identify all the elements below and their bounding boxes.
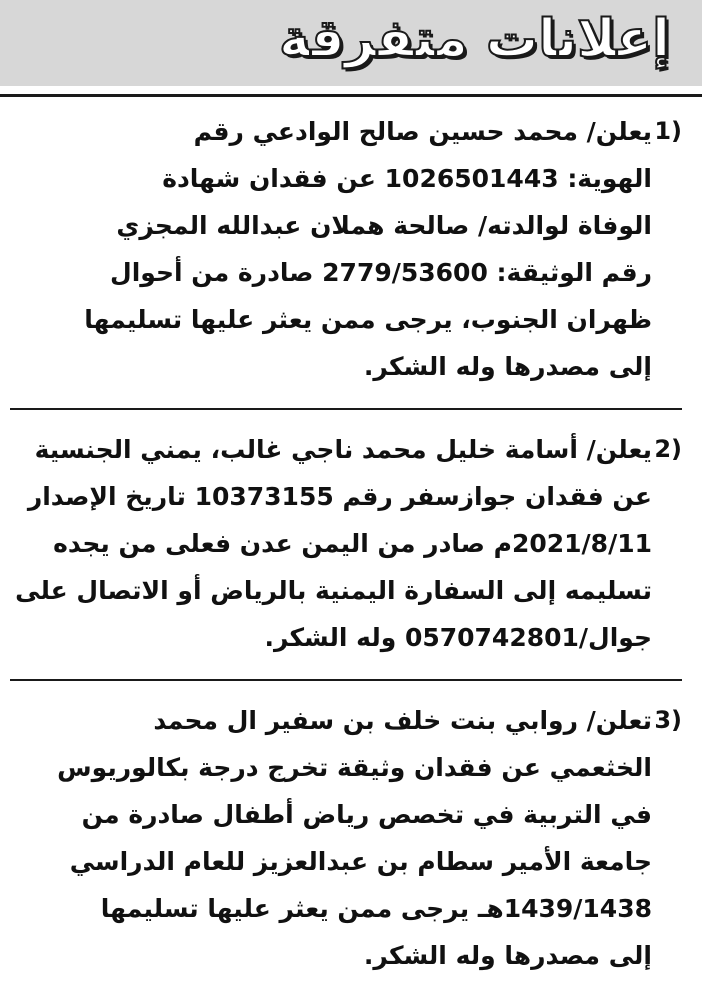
ad-text-line: إلى مصدرها وله الشكر. <box>363 352 652 381</box>
header-rule <box>0 94 702 97</box>
ad-text-line: رقم الوثيقة: 2779/53600 صادرة من أحوال <box>110 258 652 287</box>
ads-list <box>10 108 682 997</box>
ad-text-line: تسليمه إلى السفارة اليمنية بالرياض أو الاتصال على <box>15 576 652 605</box>
ad-text-line: يعلن/ أسامة خليل محمد ناجي غالب، يمني الجنسية <box>34 435 652 464</box>
ad-item-3 <box>10 697 682 979</box>
ad-text-line: جوال/0570742801 وله الشكر. <box>264 623 652 652</box>
ad-item-1 <box>10 108 682 390</box>
ad-text-line: الوفاة لوالدته/ صالحة هملان عبدالله المجزي <box>116 211 652 240</box>
ad-divider <box>10 679 682 681</box>
ad-text-line: الخثعمي عن فقدان وثيقة تخرج درجة بكالوريوس <box>57 753 652 782</box>
ad-number: 2) <box>654 435 682 463</box>
ad-number: 1) <box>654 117 682 145</box>
ad-text-line: إلى مصدرها وله الشكر. <box>363 941 652 970</box>
ad-text-line: جامعة الأمير سطام بن عبدالعزيز للعام الدراسي <box>69 847 652 876</box>
ad-divider <box>10 408 682 410</box>
ad-number: 3) <box>654 706 682 734</box>
section-header <box>0 0 702 86</box>
ad-text-line: تعلن/ روابي بنت خلف بن سفير ال محمد <box>153 706 652 735</box>
ad-text-line: عن فقدان جوازسفر رقم 10373155 تاريخ الإصدار <box>27 482 652 511</box>
ad-text-line: يعلن/ محمد حسين صالح الوادعي رقم <box>193 117 652 146</box>
ad-item-2 <box>10 426 682 661</box>
ad-text-line: الهوية: 1026501443 عن فقدان شهادة <box>162 164 652 193</box>
ad-text-line: ظهران الجنوب، يرجى ممن يعثر عليها تسليمها <box>84 305 652 334</box>
section-title: إعلانات متفرقة <box>278 9 670 69</box>
ad-text-line: 1439/1438هـ يرجى ممن يعثر عليها تسليمها <box>100 894 652 923</box>
ad-text-line: في التربية في تخصص رياض أطفال صادرة من <box>81 800 652 829</box>
ad-text-line: 2021/8/11م صادر من اليمن عدن فعلى من يجده <box>53 529 652 558</box>
